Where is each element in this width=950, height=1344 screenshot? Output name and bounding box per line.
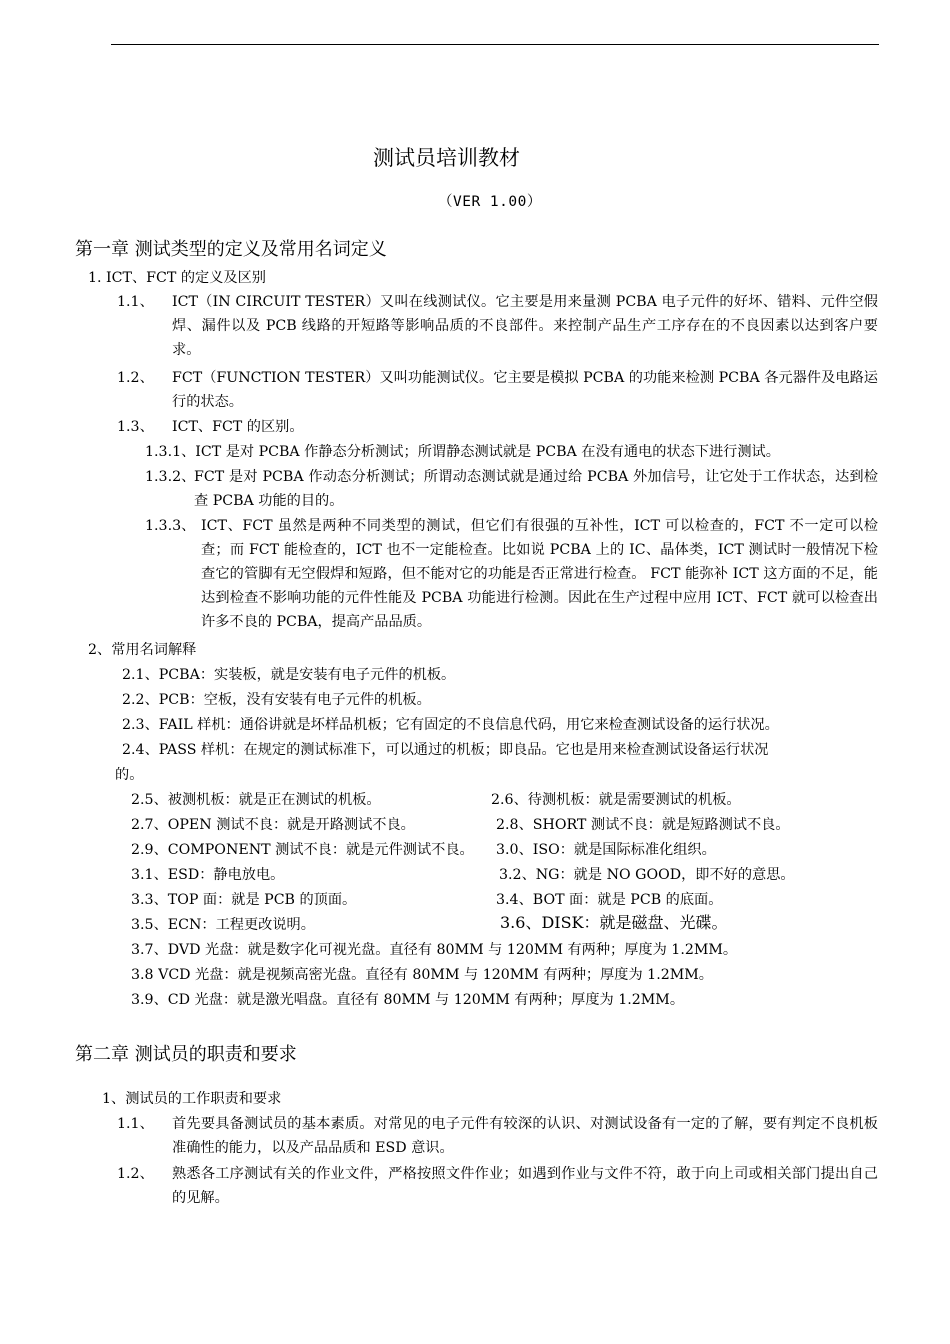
term-3-6: 3.6、DISK：就是磁盘、光碟。 [500,913,728,932]
item-1-2-text: FCT（FUNCTION TESTER）又叫功能测试仪。它主要是模拟 PCBA 的功能来检测 PCBA 各元器件及电路运行的状态。 [172,370,878,410]
term-3-2: 3.2、NG：就是 NO GOOD，即不好的意思。 [499,867,795,883]
term-2-9: 2.9、COMPONENT 测试不良：就是元件测试不良。 [131,842,474,858]
term-3-4: 3.4、BOT 面：就是 PCB 的底面。 [496,892,723,908]
term-2-6: 2.6、待测机板：就是需要测试的机板。 [491,792,741,808]
chapter-2-heading: 第二章 测试员的职责和要求 [75,1044,297,1065]
term-3-7: 3.7、DVD 光盘：就是数字化可视光盘。直径有 80MM 与 120MM 有两种；厚度为 1.2MM。 [131,942,738,958]
item-1-3-3-text: ICT、FCT 虽然是两种不同类型的测试，但它们有很强的互补性，ICT 可以检查的，FCT 不一定可以检查；而 FCT 能检查的，ICT 也不一定能检查。比如说 PCBA 上的 IC、晶体类，ICT 测试时一般情况下检查它的管脚有无空假焊和短路，但不能对它的功能是否正常进行检查。 FCT 能弥补 ICT 这方面的不足，能达到检查不影响功能的元件性能及 PCBA 功能进行检测。因此在生产过程中应用 ICT、FCT 就可以检查出许多不良的 PCBA，提高产品品质。 [201,518,878,630]
version-label: （VER 1.00） [438,194,542,210]
item-1-3-text: ICT、FCT 的区别。 [172,419,304,435]
ch2-item-1-1-number: 1.1、 [117,1116,154,1132]
item-1-3-2-number: 1.3.2、 [145,469,196,485]
term-2-2: 2.2、PCB：空板，没有安装有电子元件的机板。 [122,692,431,708]
term-2-4: 2.4、PASS 样机：在规定的测试标准下，可以通过的机板；即良品。它也是用来检查测试设备运行状况 [122,742,769,758]
term-2-7: 2.7、OPEN 测试不良：就是开路测试不良。 [131,817,415,833]
chapter-1-heading: 第一章 测试类型的定义及常用名词定义 [75,239,387,260]
term-2-5: 2.5、被测机板：就是正在测试的机板。 [131,792,381,808]
section-2-title: 2、常用名词解释 [88,642,197,658]
term-3-8: 3.8 VCD 光盘：就是视频高密光盘。直径有 80MM 与 120MM 有两种；厚度为 1.2MM。 [131,967,713,983]
item-1-1-number: 1.1、 [117,294,154,310]
term-3-5: 3.5、ECN：工程更改说明。 [131,917,315,933]
term-2-1: 2.1、PCBA：实装板，就是安装有电子元件的机板。 [122,667,456,683]
term-3-9: 3.9、CD 光盘：就是激光唱盘。直径有 80MM 与 120MM 有两种；厚度为 1.2MM。 [131,992,685,1008]
term-3-0: 3.0、ISO：就是国际标准化组织。 [496,842,716,858]
item-1-1-text: ICT（IN CIRCUIT TESTER）又叫在线测试仪。它主要是用来量测 PCBA 电子元件的好坏、错料、元件空假焊、漏件以及 PCB 线路的开短路等影响品质的不良部件。来控制产品生产工序存在的不良因素以达到客户要求。 [172,294,878,358]
item-1-3-3-number: 1.3.3、 [145,518,196,534]
item-1-3-number: 1.3、 [117,419,154,435]
term-3-3: 3.3、TOP 面：就是 PCB 的顶面。 [131,892,357,908]
item-1-3-2-text: FCT 是对 PCBA 作动态分析测试；所谓动态测试就是通过给 PCBA 外加信号，让它处于工作状态，达到检查 PCBA 功能的目的。 [194,469,878,509]
ch2-item-1-2-text: 熟悉各工序测试有关的作业文件，严格按照文件作业；如遇到作业与文件不符，敢于向上司或相关部门提出自己的见解。 [172,1166,878,1206]
term-2-3: 2.3、FAIL 样机：通俗讲就是坏样品机板；它有固定的不良信息代码，用它来检查测试设备的运行状况。 [122,717,779,733]
term-3-1: 3.1、ESD：静电放电。 [131,867,285,883]
chapter-2-section-1-title: 1、测试员的工作职责和要求 [102,1091,282,1107]
term-2-4-continued: 的。 [115,767,144,783]
term-2-8: 2.8、SHORT 测试不良：就是短路测试不良。 [496,817,790,833]
ch2-item-1-2-number: 1.2、 [117,1166,154,1182]
item-1-2-number: 1.2、 [117,370,154,386]
ch2-item-1-1-text: 首先要具备测试员的基本素质。对常见的电子元件有较深的认识、对测试设备有一定的了解，要有判定不良机板准确性的能力，以及产品品质和 ESD 意识。 [172,1116,878,1156]
header-rule [111,44,879,45]
section-1-title: 1. ICT、FCT 的定义及区别 [88,270,266,286]
item-1-3-1: 1.3.1、ICT 是对 PCBA 作静态分析测试；所谓静态测试就是 PCBA 在没有通电的状态下进行测试。 [145,444,780,460]
document-title: 测试员培训教材 [373,146,520,170]
